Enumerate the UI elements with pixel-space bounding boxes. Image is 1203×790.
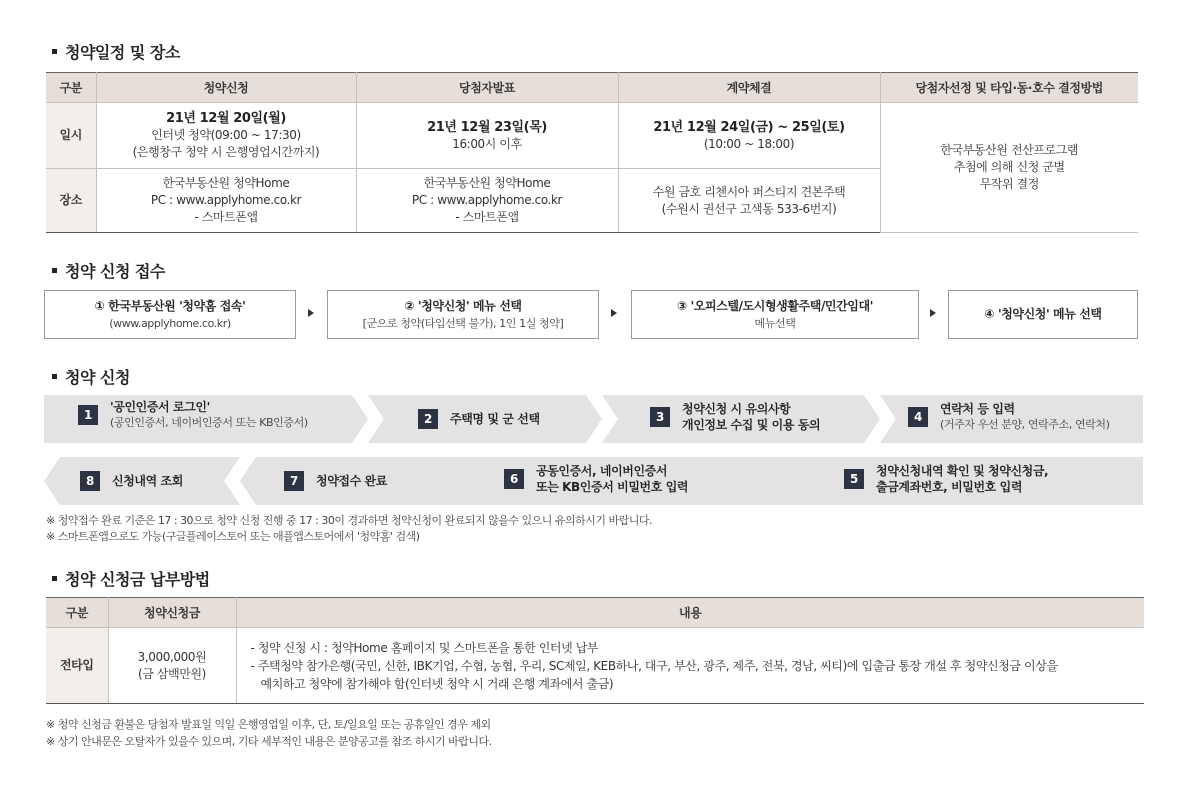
note-text: ※ 청약접수 완료 기준은 17 : 30으로 청약 신청 진행 중 17 : 30이 경과하면 청약신청이 완료되지 않을수 있으니 유의하시기 바랍니다.	[46, 514, 652, 527]
section-title-text: 청약 신청금 납부방법	[65, 570, 210, 589]
step-number-badge: 3	[650, 407, 670, 427]
note-text: ※ 스마트폰앱으로도 가능(구글플레이스토어 또는 애플앱스토어에서 '청약홈' 검색)	[46, 530, 420, 543]
flow-title: 개인정보 수집 및 이용 동의	[682, 418, 821, 432]
section-title-text: 청약 신청 접수	[65, 262, 165, 281]
step-number-badge: 1	[78, 405, 98, 425]
header-cell: 내용	[236, 598, 1144, 628]
content-line: 예치하고 청약에 참가해야 함(인터넷 청약 시 거래 은행 계좌에서 출금)	[260, 676, 614, 691]
section-title-text: 청약 신청	[65, 368, 130, 387]
flow-sub: (공인인증서, 네이버인증서 또는 KB인증서)	[110, 416, 308, 429]
place-line: (수원시 권선구 고색동 533-6번지)	[661, 201, 837, 216]
amount-words: (금 삼백만원)	[138, 666, 206, 681]
step-number-badge: 4	[908, 407, 928, 427]
payment-table	[46, 597, 1144, 704]
method-line: 한국부동산원 전산프로그램	[940, 143, 1079, 157]
row-label: 일시	[46, 103, 96, 169]
place-line: 한국부동산원 청약Home	[162, 176, 290, 190]
flow-step-3	[650, 401, 820, 433]
flow-step-6	[504, 463, 688, 495]
step-sub: 메뉴선택	[754, 316, 796, 330]
flow-step-2	[418, 409, 540, 429]
header-cell: 당첨자발표	[356, 73, 618, 103]
flow-title: 공동인증서, 네이버인증서	[536, 464, 668, 478]
flow-step-8	[80, 471, 183, 491]
place-line: PC : www.applyhome.co.kr	[411, 193, 563, 207]
place-line: - 스마트폰앱	[455, 210, 519, 224]
flow-title: 주택명 및 군 선택	[450, 412, 540, 426]
flow-sub: (거주자 우선 분양, 연락주소, 연락처)	[940, 418, 1110, 431]
apply-bank-note: (은행창구 청약 시 은행영업시간까지)	[132, 145, 320, 159]
step-title: ① 한국부동산원 '청약홈 접속'	[94, 298, 246, 313]
flow-step-5	[844, 463, 1048, 495]
amount-cell	[108, 628, 236, 704]
method-line: 무작위 결정	[979, 177, 1039, 191]
step-number-badge: 6	[504, 469, 524, 489]
row-label: 장소	[46, 169, 96, 233]
flow-step-7	[284, 471, 387, 491]
header-cell: 계약체결	[618, 73, 880, 103]
announce-date: 21년 12월 23일(목)	[427, 119, 547, 135]
table-header-row	[46, 598, 1144, 628]
step-number-badge: 8	[80, 471, 100, 491]
flow-step-4	[908, 401, 1110, 433]
flow-title: 청약신청 시 유의사항	[682, 402, 791, 416]
flow-title: 또는 KB인증서 비밀번호 입력	[536, 480, 689, 494]
table-row	[46, 628, 1144, 704]
content-line: - 주택청약 참가은행(국민, 신한, IBK기업, 수협, 농협, 우리, SC제일, KEB하나, 대구, 부산, 광주, 제주, 전북, 경남, 씨티)에 입출금 통장 개설 후 청약신청금 이상을	[250, 658, 1058, 673]
header-cell: 구분	[46, 598, 108, 628]
step-title: ③ '오피스텔/도시형생활주택/민간임대'	[677, 298, 873, 313]
place-line: 수원 금호 리첸시아 퍼스티지 견본주택	[652, 184, 846, 199]
apply-time: 인터넷 청약(09:00 ~ 17:30)	[151, 128, 301, 142]
flow-step-1	[78, 399, 308, 431]
place-line: PC : www.applyhome.co.kr	[150, 193, 302, 207]
apply-date: 21년 12월 20일(월)	[166, 111, 286, 126]
place-line: - 스마트폰앱	[194, 210, 258, 224]
step-number-badge: 7	[284, 471, 304, 491]
header-cell: 당첨자선정 및 타입·동·호수 결정방법	[880, 73, 1138, 103]
section-title-text: 청약일정 및 장소	[65, 43, 180, 62]
flow-title: 연락처 등 입력	[940, 402, 1015, 416]
flow-title: 청약신청내역 확인 및 청약신청금,	[876, 464, 1049, 478]
contract-time: (10:00 ~ 18:00)	[703, 136, 795, 151]
amount-value: 3,000,000원	[137, 649, 207, 664]
header-cell: 구분	[46, 73, 96, 103]
header-cell: 청약신청금	[108, 598, 236, 628]
note-text: ※ 상기 안내문은 오탈자가 있을수 있으며, 기타 세부적인 내용은 분양공고를 참조 하시기 바랍니다.	[46, 735, 492, 748]
flow-title: '공인인증서 로그인'	[110, 400, 210, 414]
step-number-badge: 2	[418, 409, 438, 429]
header-cell: 청약신청	[96, 73, 356, 103]
place-line: 한국부동산원 청약Home	[423, 176, 551, 190]
section-title-payment	[52, 567, 210, 590]
step-title: ② '청약신청' 메뉴 선택	[404, 298, 522, 313]
flow-title: 출금계좌번호, 비밀번호 입력	[876, 480, 1023, 494]
method-line: 추첨에 의해 신청 군별	[953, 160, 1065, 174]
flow-title: 신청내역 조회	[112, 474, 183, 488]
row-label: 전타입	[46, 628, 108, 704]
announce-time: 16:00시 이후	[452, 136, 522, 151]
step-sub: [군으로 청약(타입선택 불가), 1인 1실 청약]	[362, 316, 564, 330]
contract-date: 21년 12월 24일(금) ~ 25일(토)	[653, 119, 845, 135]
content-cell	[236, 628, 1144, 704]
step-title: ④ '청약신청' 메뉴 선택	[984, 307, 1102, 321]
step-number-badge: 5	[844, 469, 864, 489]
bullet-icon	[52, 576, 57, 581]
note-text: ※ 청약 신청금 환불은 당첨자 발표일 익일 은행영업일 이후, 단, 토/일요일 또는 공휴일인 경우 제외	[46, 718, 491, 731]
step-sub: (www.applyhome.co.kr)	[109, 316, 231, 330]
flow-title: 청약접수 완료	[316, 474, 387, 488]
content-line: - 청약 신청 시 : 청약Home 홈페이지 및 스마트폰을 통한 인터넷 납부	[250, 640, 599, 655]
